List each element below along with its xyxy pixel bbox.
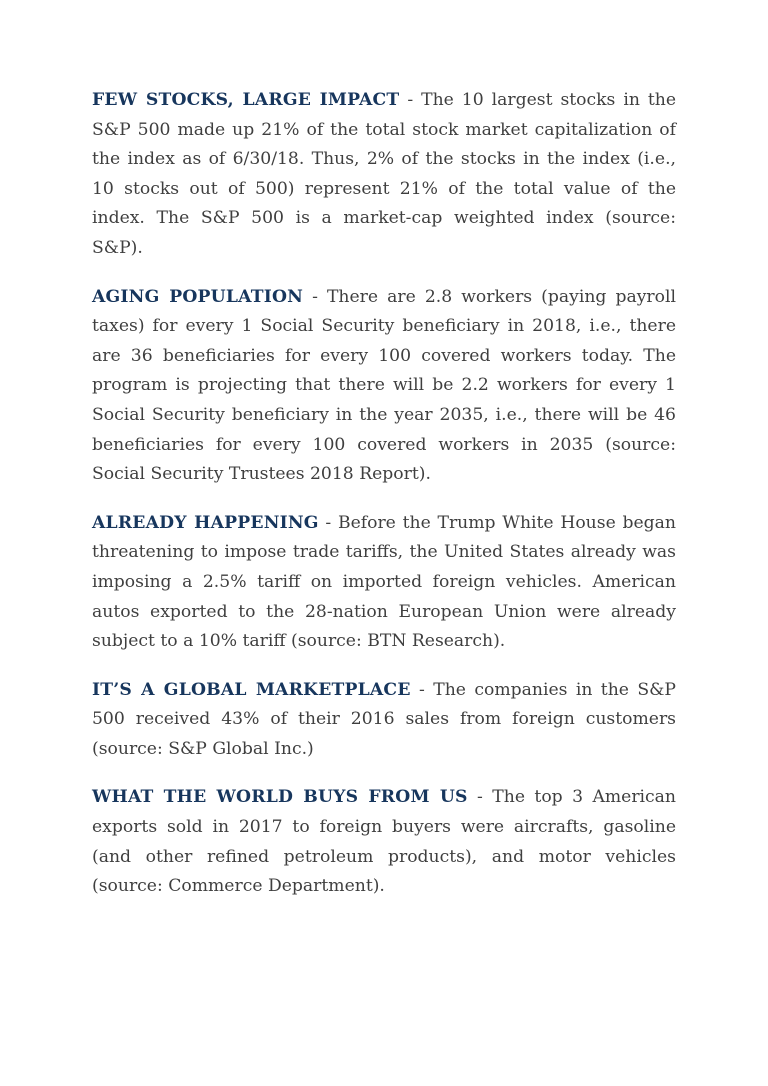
paragraph-heading: IT’S A GLOBAL MARKETPLACE: [92, 679, 411, 700]
paragraph-heading: ALREADY HAPPENING: [92, 512, 319, 533]
paragraph-body: - The top 3 American exports sold in 2017 to foreign buyers were aircrafts, gasoline (and other refined petroleum products), and motor vehicles (source: Commerce Department).: [92, 787, 676, 897]
paragraph-body: - The 10 largest stocks in the S&P 500 made up 21% of the total stock market capitalization of the index as of 6/30/18. Thus, 2% of the stocks in the index (i.e., 10 stocks out of 500) represent 21% of the total value of the index. The S&P 500 is a market-cap weighted index (source: S&P).: [92, 90, 676, 258]
paragraph-heading: FEW STOCKS, LARGE IMPACT: [92, 90, 400, 110]
paragraph-aging-population: [92, 283, 676, 490]
paragraph-body: - There are 2.8 workers (paying payroll taxes) for every 1 Social Security beneficiary in 2018, i.e., there are 36 beneficiaries for every 100 covered workers today. The program is projecting that there will be 2.2 workers for every 1 Social Security beneficiary in the year 2035, i.e., there will be 46 beneficiaries for every 100 covered workers in 2035 (source: Social Security Trustees 2018 Report).: [92, 286, 676, 485]
paragraph-global-marketplace: [92, 676, 676, 765]
paragraph-heading: AGING POPULATION: [92, 286, 304, 307]
paragraph-heading: WHAT THE WORLD BUYS FROM US: [92, 787, 468, 808]
paragraph-already-happening: [92, 509, 676, 657]
paragraph-body: - Before the Trump White House began threatening to impose trade tariffs, the United States already was imposing a 2.5% tariff on imported foreign vehicles. American autos exported to the 28-nation European Union were already subject to a 10% tariff (source: BTN Research).: [92, 512, 676, 652]
paragraph-few-stocks: [92, 86, 676, 264]
paragraph-body: - The companies in the S&P 500 received 43% of their 2016 sales from foreign customers (source: S&P Global Inc.): [92, 679, 676, 759]
paragraph-world-buys: [92, 783, 676, 901]
